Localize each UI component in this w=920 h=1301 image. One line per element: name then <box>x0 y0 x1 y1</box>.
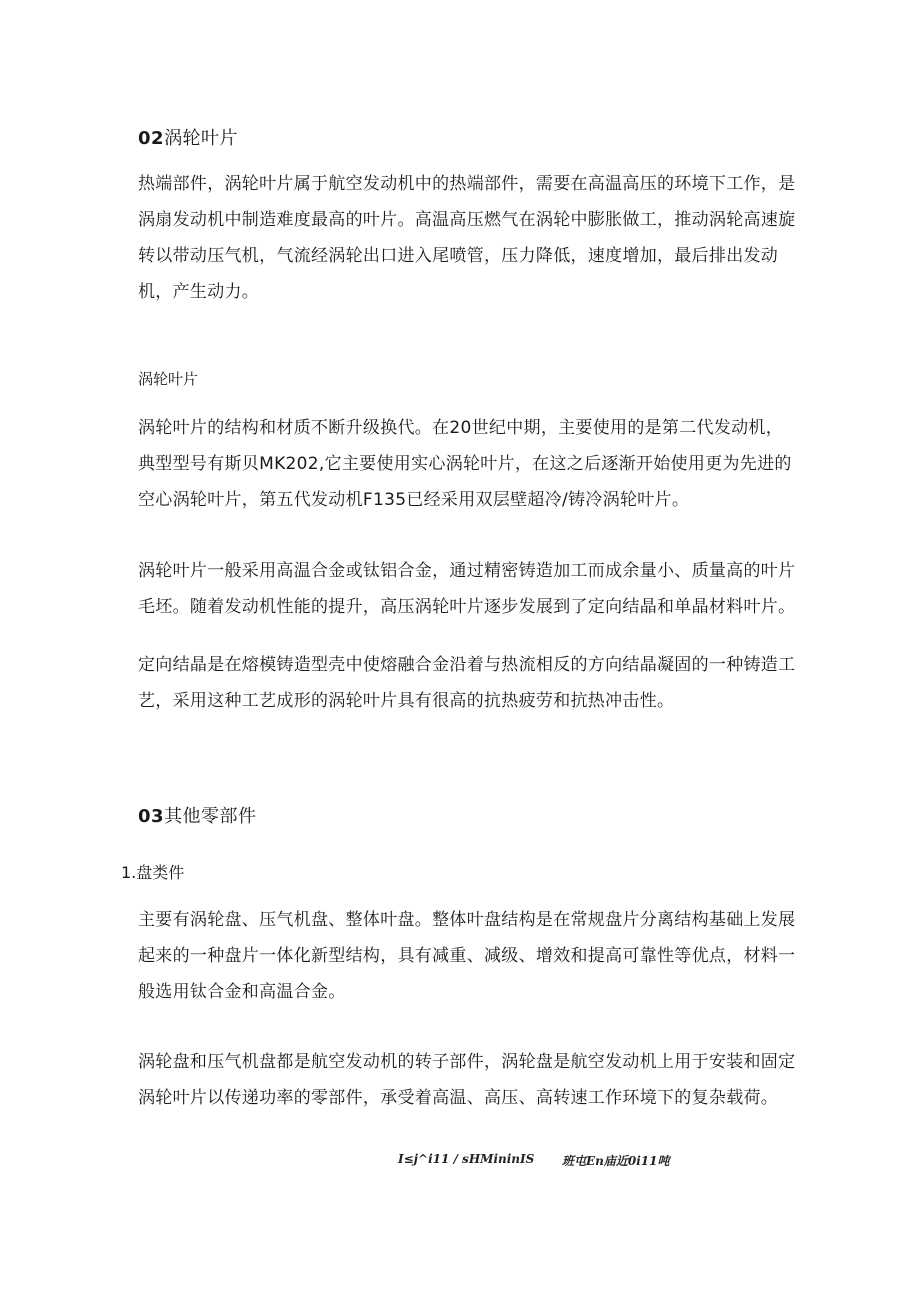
section-02-paragraph-4: 定向结晶是在熔模铸造型壳中使熔融合金沿着与热流相反的方向结晶凝固的一种铸造工艺，采用这种工艺成形的涡轮叶片具有很高的抗热疲劳和抗热冲击性。 <box>138 655 796 711</box>
section-02-paragraph-3: 涡轮叶片一般采用高温合金或钛铝合金，通过精密铸造加工而成余量小、质量高的叶片毛坯。随着发动机性能的提升，高压涡轮叶片逐步发展到了定向结晶和单晶材料叶片。 <box>138 561 796 617</box>
footer-text-left: I≤j^i11 / sHMininIS <box>398 1152 535 1166</box>
section-02-title: 涡轮叶片 <box>164 128 239 149</box>
footer-text-right: 班屯En庙近0i11吨 <box>562 1154 670 1168</box>
section-02-paragraph-1: 热端部件，涡轮叶片属于航空发动机中的热端部件，需要在高温高压的环境下工作，是涡扇发动机中制造难度最高的叶片。高温高压燃气在涡轮中膨胀做工，推动涡轮高速旋转以带动压气机，气流经涡轮出口进入尾喷管，压力降低，速度增加，最后排出发动机，产生动力。 <box>138 174 796 302</box>
section-02-heading <box>138 124 238 150</box>
section-02-number: 02 <box>138 128 165 149</box>
section-02-paragraph-2: 涡轮叶片的结构和材质不断升级换代。在20世纪中期，主要使用的是第二代发动机，典型型号有斯贝MK202,它主要使用实心涡轮叶片，在这之后逐渐开始使用更为先进的空心涡轮叶片，第五代发动机F135已经采用双层壁超冷/铸冷涡轮叶片。 <box>138 418 792 510</box>
section-03-item-1-label: 1.盘类件 <box>121 863 185 882</box>
section-02-subtitle: 涡轮叶片 <box>138 370 199 388</box>
section-03-title: 其他零部件 <box>164 806 257 827</box>
section-03-paragraph-1: 主要有涡轮盘、压气机盘、整体叶盘。整体叶盘结构是在常规盘片分离结构基础上发展起来的一种盘片一体化新型结构，具有减重、减级、增效和提高可靠性等优点，材料一般选用钛合金和高温合金。 <box>138 910 796 1002</box>
section-03-heading <box>138 802 257 828</box>
section-03-paragraph-2: 涡轮盘和压气机盘都是航空发动机的转子部件，涡轮盘是航空发动机上用于安装和固定涡轮叶片以传递功率的零部件，承受着高温、高压、高转速工作环境下的复杂载荷。 <box>138 1052 796 1108</box>
section-03-number: 03 <box>138 806 165 827</box>
